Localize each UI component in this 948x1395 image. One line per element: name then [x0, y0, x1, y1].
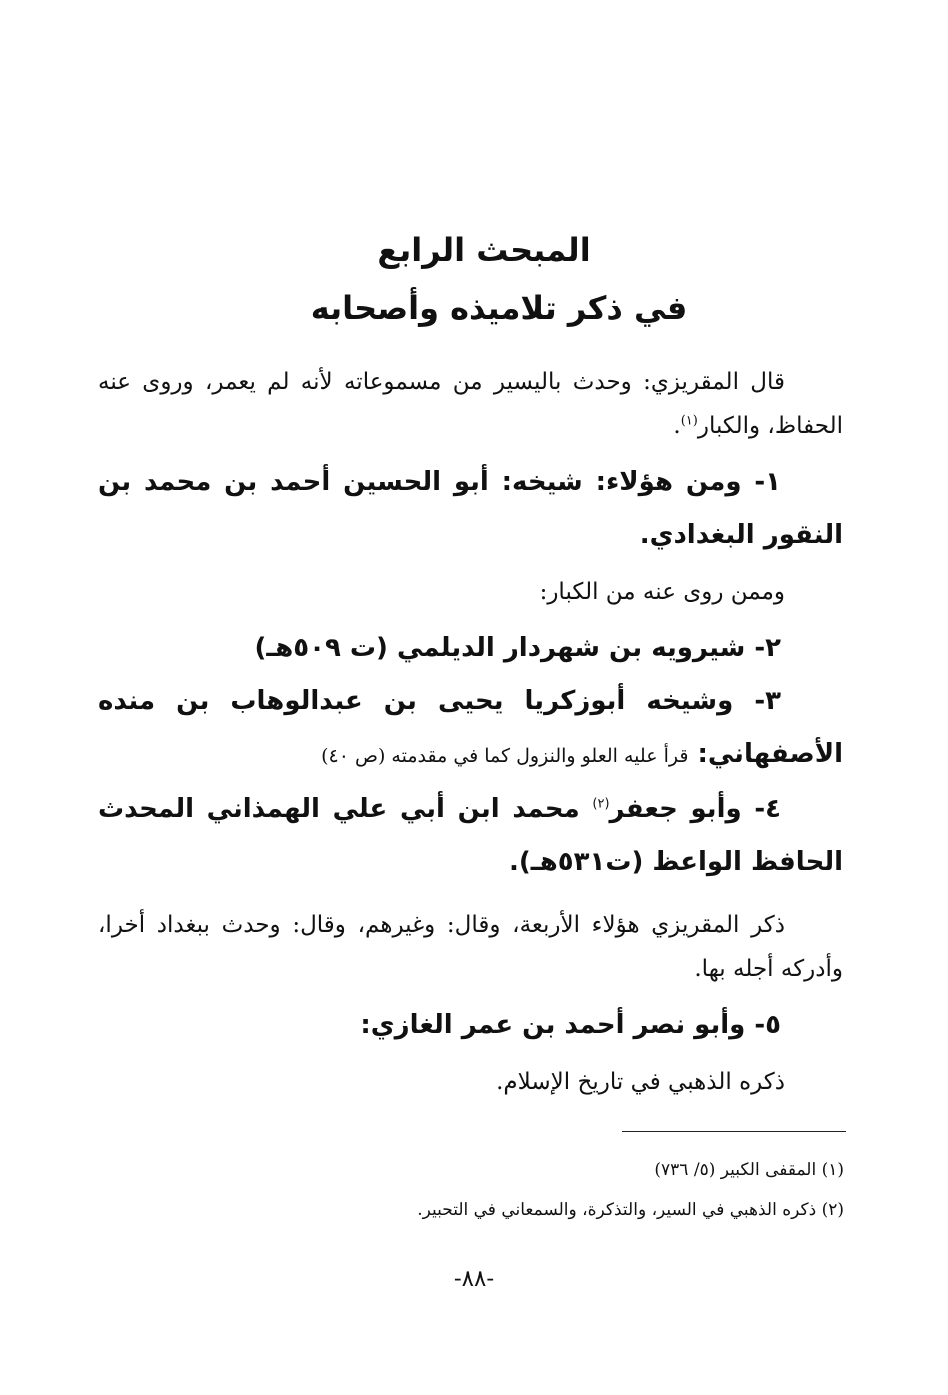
paragraph-maqrizi: ذكر المقريزي هؤلاء الأربعة، وقال: وغيرهم، وقال: وحدث ببغداد أخرا، وأدركه أجله بها. [98, 912, 843, 982]
main-text [98, 360, 843, 1104]
intro-paragraph [98, 360, 843, 448]
intro-end: . [673, 413, 681, 439]
student-item-3 [98, 675, 843, 783]
student-item-5: ٥- وأبو نصر أحمد بن عمر الغازي: [360, 1010, 781, 1040]
intro-text: قال المقريزي: وحدث باليسير من مسموعاته لأنه لم يعمر، وروى عنه الحفاظ، والكبار [98, 369, 843, 439]
student-item-1: ١- ومن هؤلاء: شيخه: أبو الحسين أحمد بن محمد بن النقور البغدادي. [98, 467, 843, 550]
section-subtitle: في ذكر تلاميذه وأصحابه [310, 289, 688, 327]
elders-intro: وممن روى عنه من الكبار: [539, 579, 785, 605]
paragraph-dhahabi: ذكره الذهبي في تاريخ الإسلام. [496, 1069, 785, 1095]
page-number: -٨٨- [453, 1266, 495, 1292]
footnote-separator [622, 1131, 846, 1132]
student-item-3-text: ٣- وشيخه أبوزكريا يحيى بن عبدالوهاب بن منده الأصفهاني: [98, 686, 843, 769]
footnotes [99, 1150, 844, 1230]
student-item-3-note: قرأ عليه العلو والنزول كما في مقدمته (ص ٤٠) [321, 745, 689, 767]
student-item-4-before: ٤- وأبو جعفر [609, 794, 781, 824]
footnote-2: (٢) ذكره الذهبي في السير، والتذكرة، والسمعاني في التحبير. [417, 1200, 844, 1220]
section-title: المبحث الرابع [377, 231, 591, 269]
footnote-1: (١) المقفى الكبير (٥/ ٧٣٦) [654, 1160, 844, 1180]
footnote-ref-2: (٢) [592, 796, 610, 812]
student-item-4 [98, 783, 843, 889]
student-item-2: ٢- شيرويه بن شهردار الديلمي (ت ٥٠٩هـ) [254, 633, 781, 663]
student-item-4-after: محمد ابن أبي علي الهمذاني المحدث الحافظ الواعظ (ت٥٣١هـ). [98, 794, 843, 877]
footnote-ref-1: (١) [680, 413, 698, 429]
section-headings [0, 222, 948, 338]
